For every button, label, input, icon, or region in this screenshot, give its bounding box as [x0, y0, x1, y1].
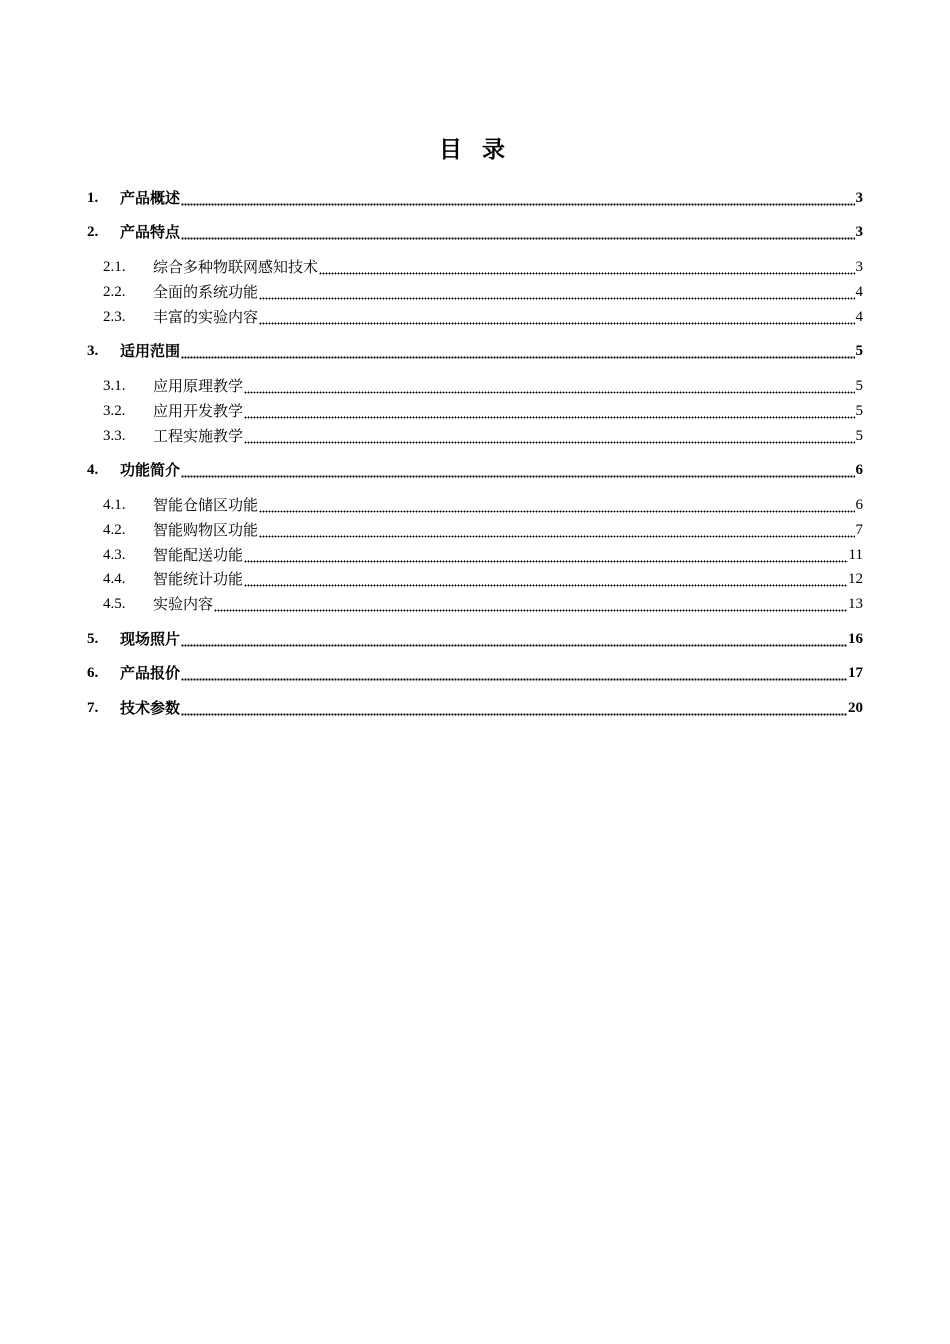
toc-entry-page: 3	[855, 224, 863, 240]
toc-dot-leader	[244, 569, 847, 589]
toc-dot-leader	[319, 257, 854, 277]
toc-entry-title: 智能购物区功能	[153, 521, 259, 539]
toc-dot-leader	[181, 698, 847, 718]
toc-entry[interactable]	[103, 305, 863, 327]
toc-entry[interactable]	[103, 399, 863, 421]
toc-entry[interactable]	[103, 493, 863, 515]
toc-entry-page: 11	[848, 547, 863, 563]
toc-entry-page: 6	[855, 462, 863, 478]
toc-entry-page: 16	[848, 631, 863, 647]
toc-entry-number: 4.5.	[103, 596, 126, 612]
toc-dot-leader	[259, 307, 854, 327]
toc-dot-leader	[259, 495, 854, 515]
toc-entry-title: 丰富的实验内容	[153, 308, 259, 326]
toc-entry-page: 3	[855, 190, 863, 206]
toc-entry-title: 工程实施教学	[153, 427, 244, 445]
toc-entry[interactable]	[87, 220, 863, 242]
toc-entry-number: 6.	[87, 665, 99, 681]
toc-entry-number: 4.4.	[103, 571, 126, 587]
toc-entry-page: 5	[855, 403, 863, 419]
toc-entry[interactable]	[103, 280, 863, 302]
toc-entry-number: 4.1.	[103, 497, 126, 513]
toc-entry-title: 全面的系统功能	[153, 283, 259, 301]
toc-dot-leader	[181, 341, 854, 361]
toc-entry-title: 实验内容	[153, 595, 214, 613]
toc-dot-leader	[181, 222, 854, 242]
toc-entry-title: 应用开发教学	[153, 402, 244, 420]
toc-entry-number: 5.	[87, 631, 99, 647]
toc-entry[interactable]	[103, 374, 863, 396]
toc-entry-number: 3.2.	[103, 403, 126, 419]
toc-entry[interactable]	[87, 627, 863, 649]
toc-entry[interactable]	[103, 518, 863, 540]
toc-entry-number: 4.3.	[103, 547, 126, 563]
toc-dot-leader	[244, 401, 854, 421]
toc-entry[interactable]	[87, 186, 863, 208]
toc-entry-page: 12	[848, 571, 863, 587]
toc-entry-number: 2.2.	[103, 284, 126, 300]
toc-entry[interactable]	[103, 592, 863, 614]
toc-entry-page: 5	[855, 343, 863, 359]
toc-entry-title: 技术参数	[120, 699, 181, 717]
toc-dot-leader	[259, 520, 854, 540]
toc-entry-number: 2.1.	[103, 259, 126, 275]
toc-entry-title: 智能仓储区功能	[153, 496, 259, 514]
toc-entry[interactable]	[87, 696, 863, 718]
toc-entry[interactable]	[103, 567, 863, 589]
toc-entry[interactable]	[87, 458, 863, 480]
toc-entry-number: 7.	[87, 700, 99, 716]
toc-entry-page: 13	[848, 596, 863, 612]
toc-dot-leader	[244, 426, 854, 446]
toc-entry-number: 2.	[87, 224, 99, 240]
toc-entry[interactable]	[103, 424, 863, 446]
toc-entry-title: 功能简介	[120, 461, 181, 479]
toc-entry-page: 4	[855, 284, 863, 300]
toc-entry-title: 产品特点	[120, 223, 181, 241]
toc-entry-page: 5	[855, 428, 863, 444]
toc-entry-number: 2.3.	[103, 309, 126, 325]
toc-entry-title: 智能配送功能	[153, 546, 244, 564]
toc-entry-page: 7	[855, 522, 863, 538]
toc-entry[interactable]	[103, 543, 863, 565]
toc-entry-page: 20	[848, 700, 863, 716]
toc-entry-number: 4.2.	[103, 522, 126, 538]
toc-dot-leader	[181, 188, 854, 208]
toc-entry-number: 3.	[87, 343, 99, 359]
toc-dot-leader	[181, 460, 854, 480]
toc-entry[interactable]	[103, 255, 863, 277]
toc-dot-leader	[181, 663, 847, 683]
toc-entry-page: 3	[855, 259, 863, 275]
toc-entry-title: 综合多种物联网感知技术	[153, 258, 319, 276]
toc-entry-number: 3.1.	[103, 378, 126, 394]
toc-entry-title: 现场照片	[120, 630, 181, 648]
toc-entry[interactable]	[87, 339, 863, 361]
toc-entry-number: 4.	[87, 462, 99, 478]
page-title: 目 录	[438, 137, 511, 163]
toc-entry-title: 适用范围	[120, 342, 181, 360]
toc-dot-leader	[259, 282, 854, 302]
toc-entry-number: 1.	[87, 190, 99, 206]
toc-dot-leader	[214, 594, 847, 614]
toc-entry-title: 智能统计功能	[153, 570, 244, 588]
toc-entry-number: 3.3.	[103, 428, 126, 444]
toc-entry-page: 6	[855, 497, 863, 513]
toc-dot-leader	[244, 376, 854, 396]
toc-entry-page: 17	[848, 665, 863, 681]
toc-entry-title: 应用原理教学	[153, 377, 244, 395]
toc-entry-page: 5	[855, 378, 863, 394]
toc-dot-leader	[244, 545, 848, 565]
toc-entry-title: 产品报价	[120, 664, 181, 682]
toc-entry[interactable]	[87, 661, 863, 683]
toc-entry-title: 产品概述	[120, 189, 181, 207]
toc-entry-page: 4	[855, 309, 863, 325]
toc-dot-leader	[181, 629, 847, 649]
